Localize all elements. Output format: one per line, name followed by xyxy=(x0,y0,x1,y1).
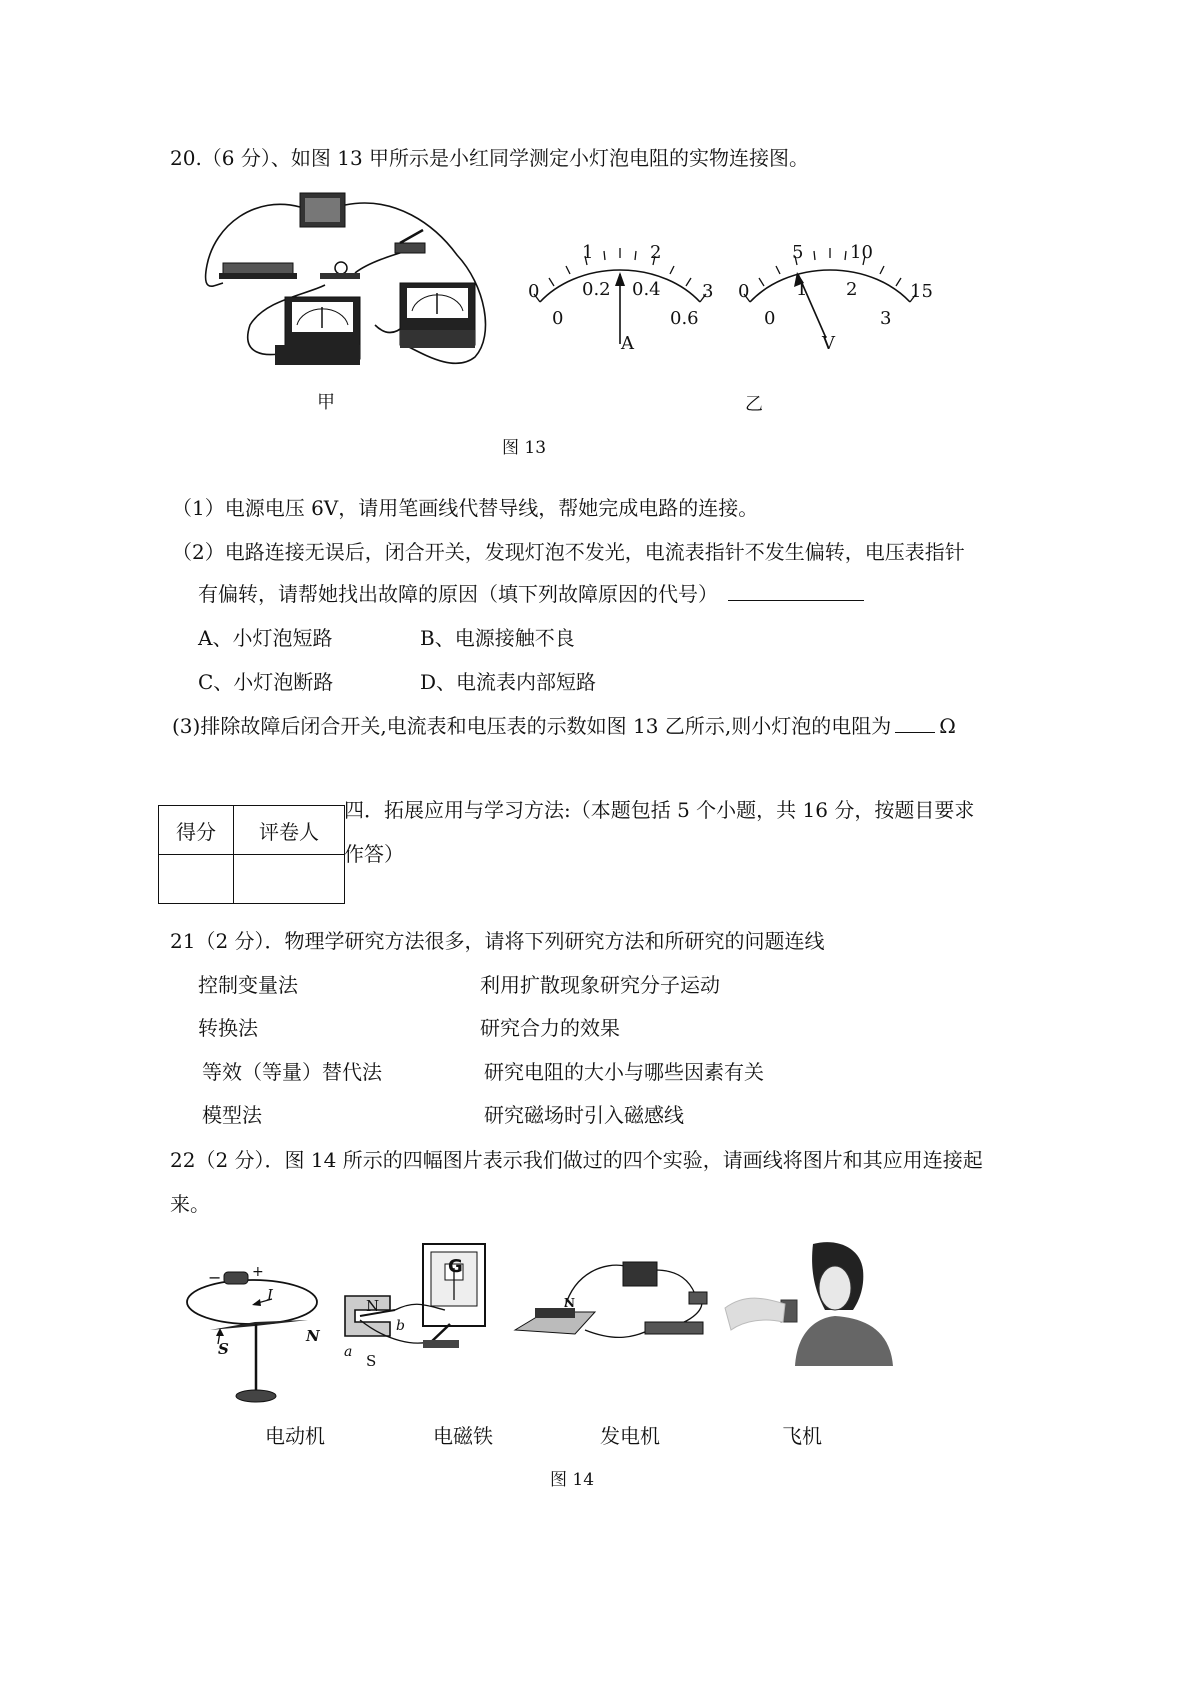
fig14-application-2: 电磁铁 xyxy=(433,1424,493,1448)
voltmeter-top-tick-1: 5 xyxy=(792,242,804,263)
fig13-label-yi: 乙 xyxy=(745,394,763,415)
ammeter-top-tick-1: 1 xyxy=(582,242,594,263)
ammeter-unit: A xyxy=(621,333,634,354)
q21-method-1: 控制变量法 xyxy=(198,973,298,997)
q20-option-b: B、电源接触不良 xyxy=(420,626,575,650)
q20-part3-answer-blank[interactable] xyxy=(895,712,935,733)
q21-problem-1: 利用扩散现象研究分子运动 xyxy=(480,973,720,997)
ammeter-bottom-tick-2: 0.4 xyxy=(632,279,661,300)
q21-problem-3: 研究电阻的大小与哪些因素有关 xyxy=(484,1060,764,1084)
section4-title-line2: 作答） xyxy=(344,842,404,866)
ammeter-bottom-tick-1: 0.2 xyxy=(582,279,611,300)
fig14-application-4: 飞机 xyxy=(782,1424,822,1448)
q20-part2-line2-wrap xyxy=(198,580,864,608)
q21-problem-4: 研究磁场时引入磁感线 xyxy=(484,1103,684,1127)
q21-method-4: 模型法 xyxy=(202,1103,262,1127)
grader-cell[interactable] xyxy=(234,855,345,904)
fig14-2-b: b xyxy=(396,1318,405,1334)
fig14-blowing-paper-photo xyxy=(725,1238,900,1366)
q20-part2-line2: 有偏转，请帮她找出故障的原因（填下列故障原因的代号） xyxy=(198,582,718,606)
fig14-application-1: 电动机 xyxy=(265,1424,325,1448)
fig14-induction-experiment xyxy=(335,1240,490,1370)
q20-option-a: A、小灯泡短路 xyxy=(198,626,333,650)
fig14-electromagnet-experiment xyxy=(505,1252,725,1352)
q20-option-d: D、电流表内部短路 xyxy=(420,670,597,694)
fig13-caption: 图 13 xyxy=(502,438,547,458)
q20-part2-line1: （2）电路连接无误后，闭合开关，发现灯泡不发光，电流表指针不发生偏转，电压表指针 xyxy=(172,540,965,564)
fig14-2-a: a xyxy=(344,1344,353,1360)
ammeter-bottom-tick-3: 0.6 xyxy=(670,308,699,329)
score-header: 得分 xyxy=(159,806,234,855)
q20-part3-wrap xyxy=(172,712,956,740)
q20-option-c: C、小灯泡断路 xyxy=(198,670,334,694)
fig14-1-south: S xyxy=(218,1340,229,1358)
ammeter-bottom-tick-0: 0 xyxy=(552,308,564,329)
fig13-label-jia: 甲 xyxy=(317,392,335,413)
fig14-2-north: N xyxy=(366,1297,380,1315)
q22-stem-line2: 来。 xyxy=(170,1192,210,1216)
voltmeter-top-tick-2: 10 xyxy=(850,242,873,263)
q20-stem: 20.（6 分）、如图 13 甲所示是小红同学测定小灯泡电阻的实物连接图。 xyxy=(170,146,810,170)
q21-problem-2: 研究合力的效果 xyxy=(480,1016,620,1040)
q20-part3-unit: Ω xyxy=(939,714,956,738)
ammeter-top-tick-2: 2 xyxy=(650,242,662,263)
fig14-3-north: N xyxy=(564,1296,575,1310)
voltmeter-top-tick-3: 15 xyxy=(910,281,933,302)
fig14-1-current: I xyxy=(267,1286,273,1304)
fig14-2-south: S xyxy=(366,1352,377,1370)
q20-part1: （1）电源电压 6V，请用笔画线代替导线，帮她完成电路的连接。 xyxy=(172,496,759,520)
voltmeter-bottom-tick-3: 3 xyxy=(880,308,892,329)
grader-header: 评卷人 xyxy=(234,806,345,855)
fig13-jia-circuit xyxy=(195,185,505,385)
voltmeter-top-tick-0: 0 xyxy=(738,281,750,302)
score-cell[interactable] xyxy=(159,855,234,904)
fig14-1-minus: − xyxy=(208,1268,222,1287)
ammeter-top-tick-0: 0 xyxy=(528,281,540,302)
fig14-application-3: 发电机 xyxy=(600,1424,660,1448)
fig14-1-plus: + xyxy=(252,1264,264,1280)
ammeter-dial xyxy=(520,232,720,362)
score-table xyxy=(158,805,345,904)
fig14-caption: 图 14 xyxy=(550,1470,595,1490)
q20-part2-answer-blank[interactable] xyxy=(728,580,864,601)
q21-method-3: 等效（等量）替代法 xyxy=(202,1060,382,1084)
section4-title-line1: 四．拓展应用与学习方法:（本题包括 5 个小题，共 16 分，按题目要求 xyxy=(344,798,975,822)
q22-stem-line1: 22（2 分）．图 14 所示的四幅图片表示我们做过的四个实验，请画线将图片和其应用连接起 xyxy=(170,1148,983,1172)
voltmeter-bottom-tick-2: 2 xyxy=(846,279,858,300)
q20-part3: (3)排除故障后闭合开关,电流表和电压表的示数如图 13 乙所示,则小灯泡的电阻为 xyxy=(172,714,892,738)
ammeter-top-tick-3: 3 xyxy=(702,281,714,302)
q21-stem: 21（2 分）．物理学研究方法很多，请将下列研究方法和所研究的问题连线 xyxy=(170,929,825,953)
voltmeter-bottom-tick-1: 1 xyxy=(796,279,808,300)
voltmeter-unit: V xyxy=(822,333,835,354)
fig14-1-north: N xyxy=(306,1327,320,1345)
fig14-2-meter: G xyxy=(448,1256,463,1277)
voltmeter-bottom-tick-0: 0 xyxy=(764,308,776,329)
q21-method-2: 转换法 xyxy=(198,1016,258,1040)
